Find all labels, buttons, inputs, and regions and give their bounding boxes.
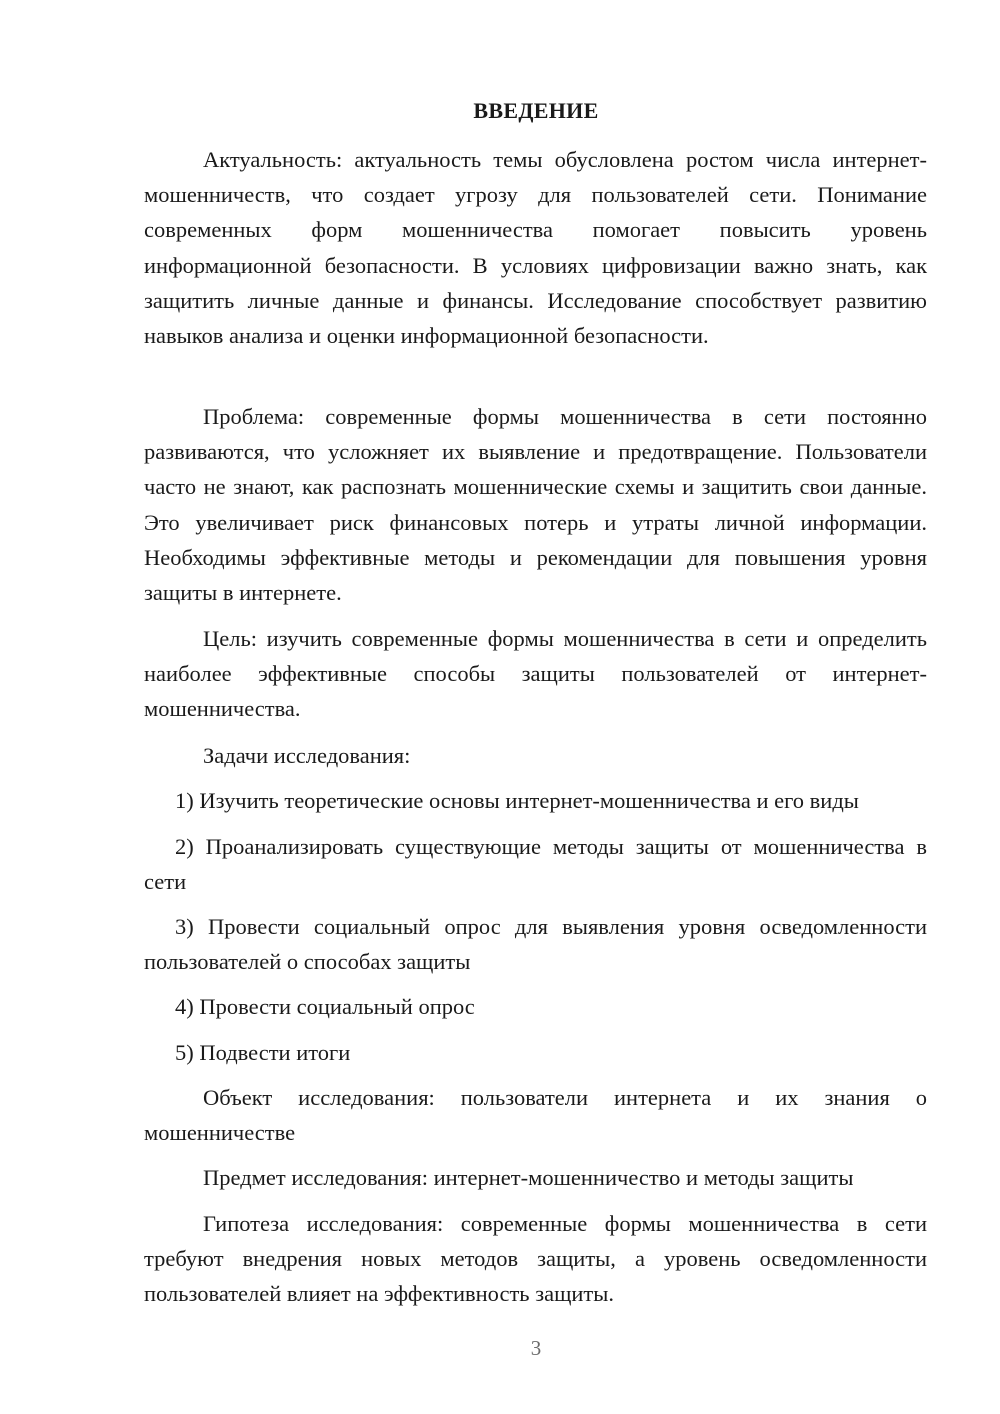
task-item-1: 1) Изучить теоретические основы интернет-мошенничества и его виды [175,788,859,813]
paragraph-goal: Цель: изучить современные формы мошенничества в сети и определить наиболее эффективные способы защиты пользователей от интернет-мошенничества. [144,626,927,722]
tasks-heading: Задачи исследования: [203,743,411,768]
page-number: 3 [530,1336,542,1360]
page-title: ВВЕДЕНИЕ [473,98,599,123]
paragraph-object: Объект исследования: пользователи интернета и их знания о мошенничестве [144,1085,927,1146]
task-item-4: 4) Провести социальный опрос [175,994,475,1019]
task-item-5: 5) Подвести итоги [175,1040,351,1065]
task-item-2: 2) Проанализировать существующие методы защиты от мошенничества в сети [144,834,927,895]
paragraph-subject: Предмет исследования: интернет-мошенничество и методы защиты [203,1165,854,1190]
paragraph-hypothesis: Гипотеза исследования: современные формы мошенничества в сети требуют внедрения новых методов защиты, а уровень осведомленности пользователей влияет на эффективность защиты. [144,1211,927,1307]
paragraph-relevance: Актуальность: актуальность темы обусловлена ростом числа интернет-мошенничеств, что создает угрозу для пользователей сети. Понимание современных форм мошенничества помогает повысить уровень информационной безопасности. В условиях цифровизации важно знать, как защитить личные данные и финансы. Исследование способствует развитию навыков анализа и оценки информационной безопасности. [144,147,927,349]
paragraph-problem: Проблема: современные формы мошенничества в сети постоянно развиваются, что усложняет их выявление и предотвращение. Пользователи часто не знают, как распознать мошеннические схемы и защитить свои данные. Это увеличивает риск финансовых потерь и утраты личной информации. Необходимы эффективные методы и рекомендации для повышения уровня защиты в интернете. [144,404,927,606]
task-item-3: 3) Провести социальный опрос для выявления уровня осведомленности пользователей о способах защиты [144,914,927,975]
